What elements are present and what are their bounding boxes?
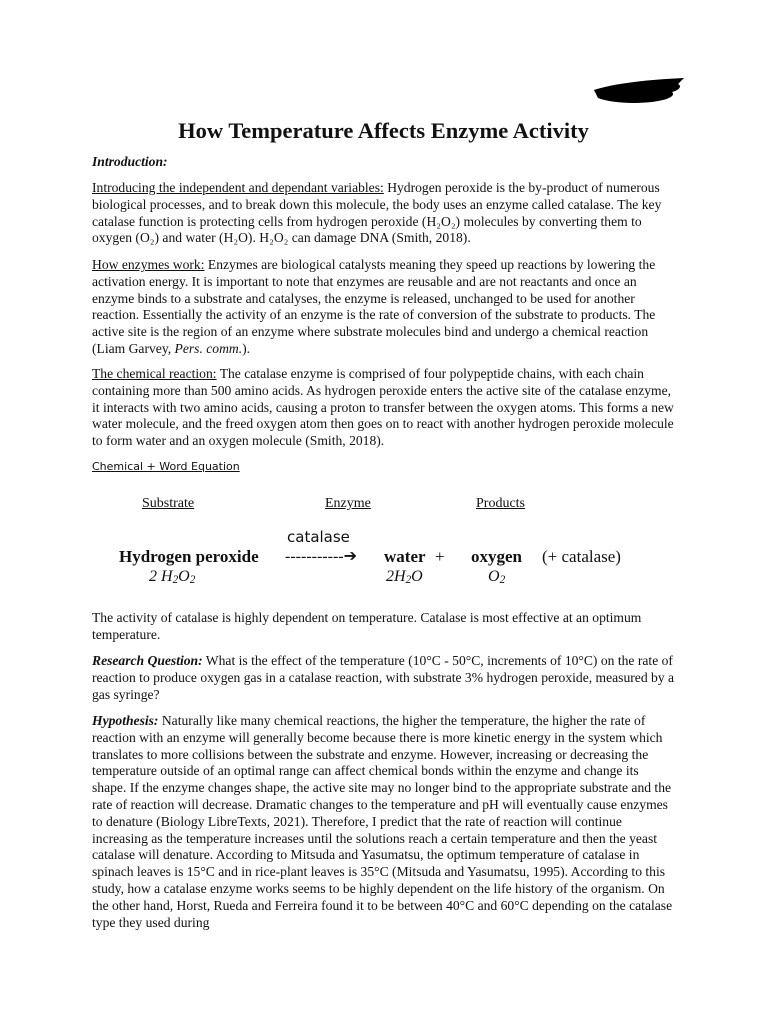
- reaction-arrow: -----------➔: [285, 548, 358, 565]
- reaction-heading: The chemical reaction:: [92, 366, 217, 381]
- introduction-heading: Introduction:: [92, 154, 168, 169]
- enzyme-label: Enzyme: [325, 496, 371, 511]
- variables-text: Hydrogen peroxide is the by-product of numerous biological processes, and to break down this molecule, the body uses an enzyme called catalase. The key catalase function is protecting cells from hydrogen peroxide (H₂O₂) molecules by converting them to oxygen (O₂) and water (H₂O). H₂O₂ can damage DNA (Smith, 2018).: [92, 180, 662, 246]
- reaction-paragraph: [92, 366, 675, 450]
- reactant-name: Hydrogen peroxide: [119, 547, 259, 566]
- enzymes-citation-italic: Pers. comm.: [174, 340, 243, 356]
- research-question-heading: Research Question:: [92, 653, 203, 668]
- redaction-mark: [592, 76, 686, 106]
- substrate-label: Substrate: [142, 496, 195, 511]
- equation-heading: Chemical + Word Equation: [92, 460, 240, 473]
- hypothesis-paragraph: [92, 713, 675, 931]
- research-question-text: What is the effect of the temperature (10°C - 50°C, increments of 10°C) on the rate of reaction to produce oxygen gas in a catalase reaction, with substrate 3% hydrogen peroxide, measured by a gas syringe?: [92, 653, 675, 702]
- plus-sign: +: [435, 547, 445, 566]
- catalase-note: (+ catalase): [542, 547, 621, 566]
- reaction-text: The catalase enzyme is comprised of four polypeptide chains, with each chain containing more than 500 amino acids. As hydrogen peroxide enters the active site of the catalase enzyme, it interacts with two amino acids, causing a proton to transfer between the oxygen atoms. This forms a new water molecule, and the freed oxygen atom then goes on to react with another hydrogen peroxide molecule to form water and an oxygen molecule (Smith, 2018).: [92, 366, 674, 449]
- variables-heading: Introducing the independent and dependant variables:: [92, 180, 384, 195]
- product-oxygen: oxygen: [471, 547, 522, 566]
- hypothesis-heading: Hypothesis:: [92, 713, 159, 728]
- activity-paragraph: The activity of catalase is highly dependent on temperature. Catalase is most effective at an optimum temperature.: [92, 610, 642, 642]
- catalyst-label: catalase: [287, 528, 350, 546]
- oxygen-formula: O2: [488, 568, 506, 586]
- variables-paragraph: [92, 180, 675, 247]
- research-question-paragraph: [92, 653, 675, 703]
- reactant-formula: 2 H2O2: [149, 568, 196, 586]
- enzymes-heading: How enzymes work:: [92, 257, 205, 272]
- enzymes-paragraph: [92, 257, 675, 358]
- product-water: water: [384, 547, 426, 566]
- water-formula: 2H2O: [386, 568, 423, 586]
- enzymes-tail: ).: [242, 340, 251, 356]
- page-title: How Temperature Affects Enzyme Activity: [178, 118, 589, 143]
- enzymes-text: Enzymes are biological catalysts meaning they speed up reactions by lowering the activation energy. It is important to note that enzymes are reusable and are not reactants and once an enzyme binds to a substrate and catalyses, the enzyme is released, unchanged to be used for another reaction. Essentially the activity of an enzyme is the rate of conversion of the substrate to products. The active site is the region of an enzyme where substrate molecules bind and undergo a chemical reaction (Liam Garvey,: [92, 257, 656, 356]
- products-label: Products: [476, 496, 525, 511]
- hypothesis-text: Naturally like many chemical reactions, the higher the temperature, the higher the rate of reaction with an enzyme will generally become because there is more kinetic energy in the system which translates to more collisions between the substrate and enzyme. However, increasing or decreasing the temperature outside of an optimal range can affect chemical bonds within the enzyme and change its shape. If the enzyme changes shape, the active site may no longer bind to the appropriate substrate and the rate of reaction will decrease. Dramatic changes to the temperature and pH will eventually cause enzymes to denature (Biology LibreTexts, 2021). Therefore, I predict that the rate of reaction will continue increasing as the temperature increases until the solutions reach a certain temperature and then the yeast catalase will denature. According to Mitsuda and Yasumatsu, the optimum temperature of catalase in spinach leaves is 15°C and in rice-plant leaves is 35°C (Mitsuda and Yasumatsu, 1995). According to this study, how a catalase enzyme works seems to be highly dependent on the life history of the organism. On the other hand, Horst, Rueda and Ferreira found it to be between 40°C and 60°C depending on the catalase type they used during: [92, 713, 673, 930]
